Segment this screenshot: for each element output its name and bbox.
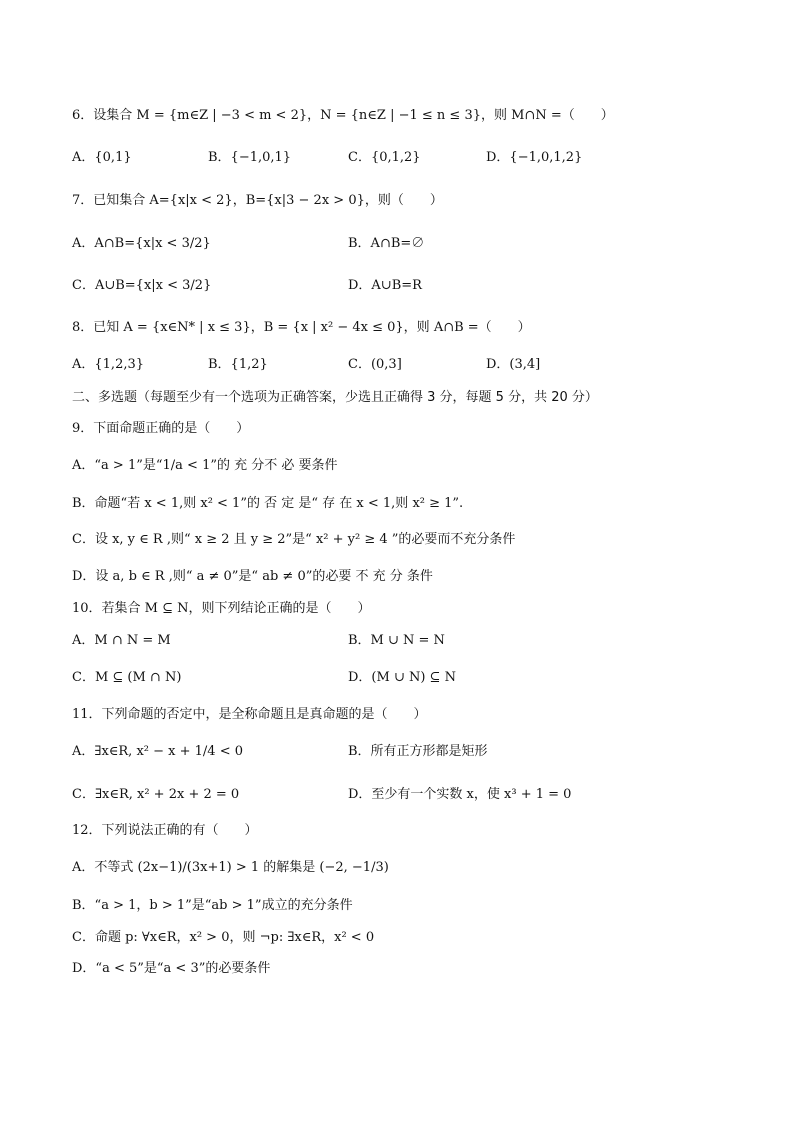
question-12-option-d: D．“a < 5”是“a < 3”的必要条件 <box>72 961 271 976</box>
question-10-stem: 10．若集合 M ⊆ N，则下列结论正确的是（ ） <box>72 601 371 616</box>
question-12-option-c: C．命题 p: ∀x∈R，x² > 0，则 ¬p: ∃x∈R，x² < 0 <box>72 930 375 945</box>
question-11-option-b: B．所有正方形都是矩形 <box>348 744 488 759</box>
question-9-option-c: C．设 x, y ∈ R ,则“ x ≥ 2 且 y ≥ 2”是“ x² + y² ≥ 4 ”的必要而不充分条件 <box>72 532 516 547</box>
question-9-option-b: B．命题“若 x < 1,则 x² < 1”的 否 定 是“ 存 在 x < 1,则 x² ≥ 1”. <box>72 496 464 511</box>
question-6-option-c: C．{0,1,2} <box>348 150 421 165</box>
question-8-option-c: C．(0,3] <box>348 357 402 372</box>
question-7-option-c: C．A∪B={x|x < 3/2} <box>72 278 212 293</box>
question-12-option-b: B．“a > 1，b > 1”是“ab > 1”成立的充分条件 <box>72 898 353 913</box>
question-10-option-d: D．(M ∪ N) ⊆ N <box>348 670 456 685</box>
question-11-stem: 11．下列命题的否定中，是全称命题且是真命题的是（ ） <box>72 707 427 722</box>
question-6-option-b: B．{−1,0,1} <box>208 150 292 165</box>
question-11-option-d: D．至少有一个实数 x，使 x³ + 1 = 0 <box>348 787 572 802</box>
question-7-option-b: B．A∩B=∅ <box>348 236 425 251</box>
question-7-option-d: D．A∪B=R <box>348 278 422 293</box>
question-8-option-d: D．(3,4] <box>486 357 541 372</box>
question-12-stem: 12．下列说法正确的有（ ） <box>72 823 258 838</box>
question-11-option-c: C．∃x∈R, x² + 2x + 2 = 0 <box>72 787 240 802</box>
question-8-option-a: A．{1,2,3} <box>72 357 145 372</box>
question-8-option-b: B．{1,2} <box>208 357 268 372</box>
question-9-stem: 9．下面命题正确的是（ ） <box>72 421 250 436</box>
question-8-stem: 8．已知 A = {x∈N* | x ≤ 3}，B = {x | x² − 4x ≤ 0}，则 A∩B =（ ） <box>72 320 531 335</box>
question-10-option-a: A．M ∩ N = M <box>72 633 171 648</box>
question-9-option-a: A．“a > 1”是“1/a < 1”的 充 分不 必 要条件 <box>72 458 338 473</box>
question-9-option-d: D．设 a, b ∈ R ,则“ a ≠ 0”是“ ab ≠ 0”的必要 不 充 分 条件 <box>72 569 433 584</box>
question-10-option-b: B．M ∪ N = N <box>348 633 445 648</box>
question-12-option-a: A．不等式 (2x−1)/(3x+1) > 1 的解集是 (−2, −1/3) <box>72 860 389 875</box>
question-7-option-a: A．A∩B={x|x < 3/2} <box>72 236 211 251</box>
question-11-option-a: A．∃x∈R, x² − x + 1/4 < 0 <box>72 744 243 759</box>
question-6-option-d: D．{−1,0,1,2} <box>486 150 583 165</box>
question-6-stem: 6．设集合 M = {m∈Z | −3 < m < 2}，N = {n∈Z | −1 ≤ n ≤ 3}，则 M∩N =（ ） <box>72 108 614 123</box>
question-10-option-c: C．M ⊆ (M ∩ N) <box>72 670 182 685</box>
section-2-heading: 二、多选题（每题至少有一个选项为正确答案，少选且正确得 3 分，每题 5 分，共 20 分） <box>72 390 598 405</box>
question-6-option-a: A．{0,1} <box>72 150 132 165</box>
question-7-stem: 7．已知集合 A={x|x < 2}，B={x|3 − 2x > 0}，则（ ） <box>72 193 443 208</box>
